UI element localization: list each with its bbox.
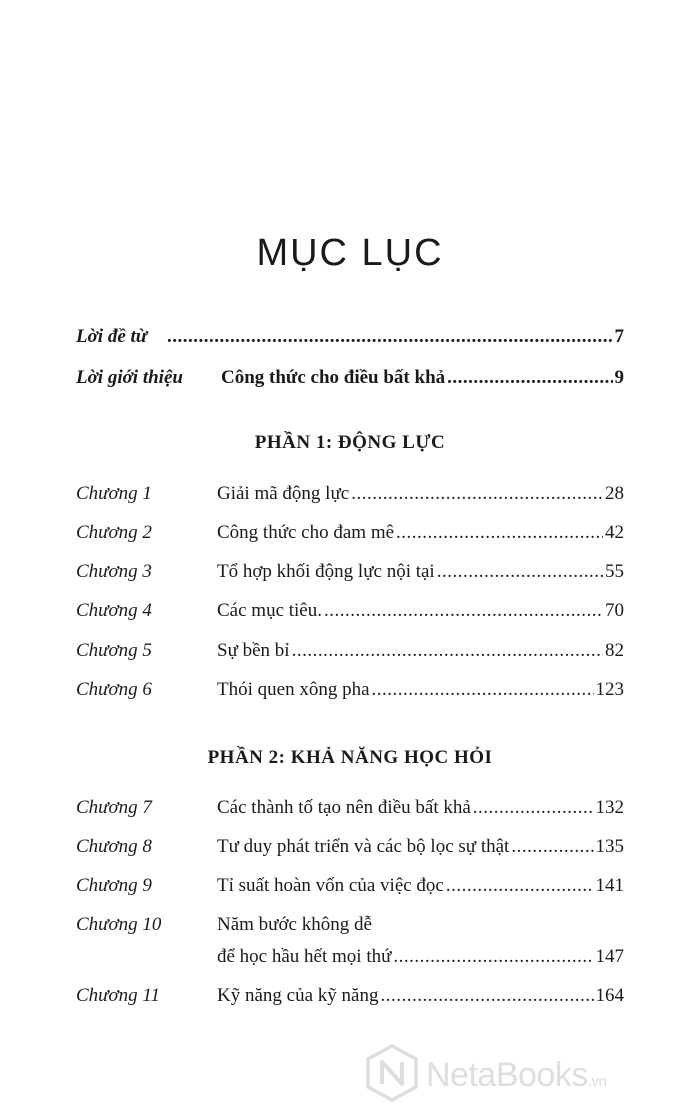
dot-leader (292, 636, 603, 666)
toc-line (217, 636, 624, 666)
dot-leader (437, 557, 603, 587)
toc-label: Chương 1 (76, 483, 152, 504)
toc-entry-chapter-2[interactable] (76, 518, 624, 548)
netabooks-n-logo-icon (366, 1044, 418, 1107)
page-number: 55 (605, 561, 624, 582)
toc-title: Giải mã động lực (217, 483, 350, 504)
toc-label: Chương 6 (76, 679, 152, 700)
toc-line (165, 322, 624, 352)
dot-leader (380, 981, 593, 1011)
toc-label: Chương 2 (76, 522, 152, 543)
page-title: MỤC LỤC (256, 232, 444, 274)
dot-leader (324, 596, 603, 626)
toc-line (217, 596, 624, 626)
toc-entry-chapter-9[interactable] (76, 871, 624, 901)
toc-title: Tỉ suất hoàn vốn của việc đọc (217, 875, 444, 896)
toc-title: để học hầu hết mọi thứ (217, 946, 392, 967)
page-number: 28 (605, 483, 624, 504)
toc-entry-chapter-10[interactable] (76, 910, 624, 982)
page-number: 132 (595, 797, 624, 818)
toc-title: Tổ hợp khối động lực nội tại (217, 561, 435, 582)
dot-leader (473, 793, 594, 823)
toc-title: Các mục tiêu. (217, 600, 322, 621)
toc-label: Chương 7 (76, 797, 152, 818)
toc-line (217, 675, 624, 705)
toc-line (217, 793, 624, 823)
page-number: 123 (595, 679, 624, 700)
toc-label: Chương 11 (76, 985, 161, 1006)
toc-entry-chapter-7[interactable] (76, 793, 624, 823)
toc-title: Tư duy phát triển và các bộ lọc sự thật (217, 836, 510, 857)
toc-title: Công thức cho điều bất khả (221, 367, 446, 388)
toc-entry-chapter-6[interactable] (76, 675, 624, 705)
toc-line (217, 518, 624, 548)
toc-line (217, 557, 624, 587)
page-number: 9 (614, 367, 624, 388)
watermark-brand: NetaBooks (426, 1055, 588, 1094)
toc-title: Thói quen xông pha (217, 679, 370, 700)
dot-leader (167, 322, 613, 352)
toc-label: Lời giới thiệu (76, 367, 183, 388)
toc-label: Chương 5 (76, 640, 152, 661)
dot-leader (393, 942, 593, 972)
toc-label: Chương 4 (76, 600, 152, 621)
page-number: 147 (595, 946, 624, 967)
dot-leader (372, 675, 594, 705)
toc-title: Kỹ năng của kỹ năng (217, 985, 379, 1006)
netabooks-watermark (366, 1045, 606, 1105)
toc-entry-chapter-5[interactable] (76, 636, 624, 666)
page-number: 70 (605, 600, 624, 621)
toc-entry-chapter-11[interactable] (76, 981, 624, 1011)
toc-line (217, 479, 624, 509)
toc-label: Chương 3 (76, 561, 152, 582)
toc-line (217, 942, 624, 972)
part-heading: PHẦN 2: KHẢ NĂNG HỌC HỎI (207, 747, 493, 768)
toc-entry-epigraph[interactable] (76, 322, 624, 352)
dot-leader (446, 871, 594, 901)
toc-label: Chương 8 (76, 836, 152, 857)
toc-title-line-1: Năm bước không dễ (217, 914, 372, 935)
toc-entry-chapter-8[interactable] (76, 832, 624, 862)
toc-label: Lời đề từ (76, 326, 148, 347)
toc-entry-chapter-3[interactable] (76, 557, 624, 587)
toc-title: Các thành tố tạo nên điều bất khả (217, 797, 471, 818)
toc-entry-chapter-1[interactable] (76, 479, 624, 509)
dot-leader (447, 363, 612, 393)
toc-line (217, 981, 624, 1011)
toc-label: Chương 10 (76, 914, 162, 935)
toc-title: Công thức cho đam mê (217, 522, 395, 543)
page-number: 82 (605, 640, 624, 661)
toc-title: Sự bền bỉ (217, 640, 290, 661)
dot-leader (351, 479, 603, 509)
page-number: 164 (595, 985, 624, 1006)
toc-line (217, 832, 624, 862)
part-heading: PHẦN 1: ĐỘNG LỰC (254, 432, 446, 453)
dot-leader (396, 518, 603, 548)
toc-line (221, 363, 624, 393)
toc-label: Chương 9 (76, 875, 152, 896)
page-number: 42 (605, 522, 624, 543)
toc-entry-introduction[interactable] (76, 363, 624, 393)
watermark-suffix: .vn (587, 1072, 607, 1090)
page-number: 135 (595, 836, 624, 857)
page-number: 141 (595, 875, 624, 896)
toc-line (217, 871, 624, 901)
watermark-text (426, 1056, 606, 1095)
dot-leader (511, 832, 593, 862)
page-number: 7 (614, 326, 624, 347)
toc-entry-chapter-4[interactable] (76, 596, 624, 626)
